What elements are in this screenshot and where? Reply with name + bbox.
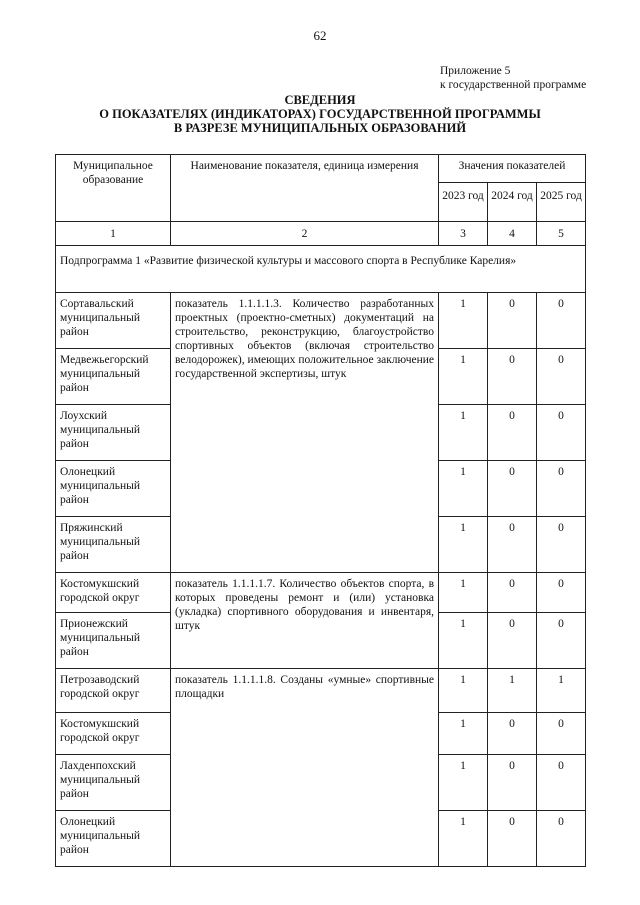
value-2024: 0 <box>488 573 537 613</box>
value-2025: 0 <box>537 349 586 405</box>
value-2024: 0 <box>488 811 537 867</box>
value-2024: 1 <box>488 669 537 713</box>
header-year-2025: 2025 год <box>537 183 586 222</box>
indicator-cell: показатель 1.1.1.1.8. Созданы «умные» спортивные площадки <box>171 669 439 867</box>
value-2025: 0 <box>537 613 586 669</box>
header-indicator: Наименование показателя, единица измерения <box>171 155 439 222</box>
title-line-3: В РАЗРЕЗЕ МУНИЦИПАЛЬНЫХ ОБРАЗОВАНИЙ <box>173 121 467 135</box>
municipality-cell: Костомукшский городской округ <box>56 573 171 613</box>
header-municipality: Муниципальное образование <box>56 155 171 222</box>
value-2025: 0 <box>537 461 586 517</box>
value-2025: 0 <box>537 517 586 573</box>
value-2023: 1 <box>439 517 488 573</box>
table-row <box>56 293 586 349</box>
value-2025: 0 <box>537 755 586 811</box>
column-number-4: 4 <box>488 222 537 246</box>
page-number: 62 <box>313 28 327 43</box>
value-2025: 0 <box>537 405 586 461</box>
value-2023: 1 <box>439 349 488 405</box>
value-2023: 1 <box>439 713 488 755</box>
value-2023: 1 <box>439 613 488 669</box>
value-2025: 0 <box>537 573 586 613</box>
value-2023: 1 <box>439 293 488 349</box>
subprogram-title: Подпрограмма 1 «Развитие физической культуры и массового спорта в Республике Карелия» <box>56 246 586 293</box>
document-title <box>0 93 640 135</box>
municipality-cell: Костомукшский городской округ <box>56 713 171 755</box>
value-2024: 0 <box>488 613 537 669</box>
appendix-note <box>440 64 586 92</box>
table-row <box>56 573 586 613</box>
value-2024: 0 <box>488 405 537 461</box>
municipality-cell: Олонецкий муниципальный район <box>56 461 171 517</box>
value-2025: 0 <box>537 811 586 867</box>
title-line-1: СВЕДЕНИЯ <box>284 93 356 107</box>
value-2023: 1 <box>439 755 488 811</box>
value-2025: 1 <box>537 669 586 713</box>
value-2024: 0 <box>488 755 537 811</box>
municipality-cell: Пряжинский муниципальный район <box>56 517 171 573</box>
value-2023: 1 <box>439 461 488 517</box>
column-number-5: 5 <box>537 222 586 246</box>
value-2023: 1 <box>439 573 488 613</box>
municipality-cell: Петрозаводский городской округ <box>56 669 171 713</box>
value-2024: 0 <box>488 349 537 405</box>
header-values: Значения показателей <box>439 155 586 183</box>
table-row <box>56 669 586 713</box>
value-2024: 0 <box>488 293 537 349</box>
municipality-cell: Лоухский муниципальный район <box>56 405 171 461</box>
value-2023: 1 <box>439 811 488 867</box>
value-2024: 0 <box>488 517 537 573</box>
value-2024: 0 <box>488 461 537 517</box>
municipality-cell: Лахденпохский муниципальный район <box>56 755 171 811</box>
column-number-2: 2 <box>171 222 439 246</box>
indicator-cell: показатель 1.1.1.1.7. Количество объектов спорта, в которых проведены ремонт и (или) установка (укладка) спортивного оборудования и инвентаря, штук <box>171 573 439 669</box>
indicators-table <box>55 154 586 867</box>
municipality-cell: Олонецкий муниципальный район <box>56 811 171 867</box>
value-2023: 1 <box>439 669 488 713</box>
value-2025: 0 <box>537 713 586 755</box>
header-year-2023: 2023 год <box>439 183 488 222</box>
appendix-line-1: Приложение 5 <box>440 65 511 77</box>
value-2023: 1 <box>439 405 488 461</box>
column-number-1: 1 <box>56 222 171 246</box>
municipality-cell: Сортавальский муниципальный район <box>56 293 171 349</box>
header-year-2024: 2024 год <box>488 183 537 222</box>
indicator-cell: показатель 1.1.1.1.3. Количество разработанных проектных (проектно-сметных) документаций на строительство, реконструкцию, благоустройство спортивных объектов (включая строительство велодорожек), имеющих положительное заключение государственной экспертизы, штук <box>171 293 439 573</box>
municipality-cell: Медвежьегорский муниципальный район <box>56 349 171 405</box>
value-2025: 0 <box>537 293 586 349</box>
value-2024: 0 <box>488 713 537 755</box>
title-line-2: О ПОКАЗАТЕЛЯХ (ИНДИКАТОРАХ) ГОСУДАРСТВЕННОЙ ПРОГРАММЫ <box>99 107 541 121</box>
appendix-line-2: к государственной программе <box>440 79 587 91</box>
column-number-3: 3 <box>439 222 488 246</box>
municipality-cell: Прионежский муниципальный район <box>56 613 171 669</box>
